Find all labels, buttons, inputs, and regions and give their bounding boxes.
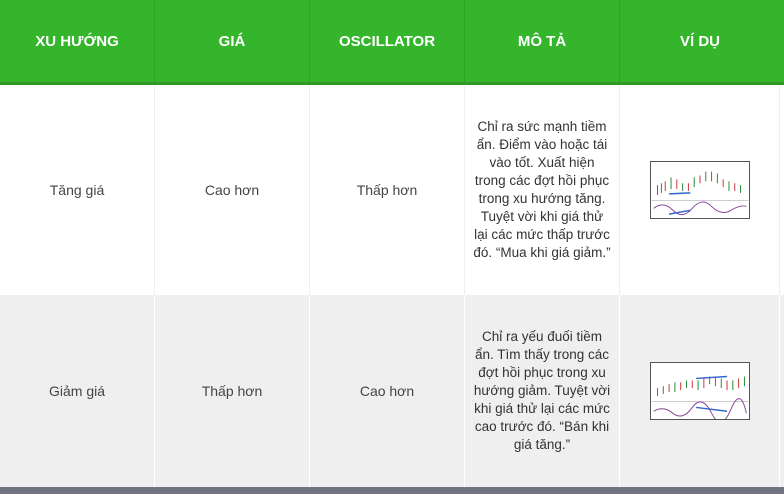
bearish-divergence-chart-icon[interactable] xyxy=(650,362,750,420)
price-cell: Thấp hơn xyxy=(155,295,310,487)
header-price: GIÁ xyxy=(155,0,310,82)
table-row xyxy=(0,85,784,295)
price-cell: Cao hơn xyxy=(155,85,310,295)
example-cell xyxy=(620,85,780,295)
trend-cell: Tăng giá xyxy=(0,85,155,295)
header-oscillator: OSCILLATOR xyxy=(310,0,465,82)
footer-bar xyxy=(0,487,784,494)
oscillator-cell: Cao hơn xyxy=(310,295,465,487)
table-row xyxy=(0,295,784,487)
header-description: MÔ TẢ xyxy=(465,0,620,82)
description-cell: Chỉ ra yếu đuối tiềm ẩn. Tìm thấy trong các đợt hồi phục trong xu hướng giảm. Tuyệt vời khi giá thử lại các mức cao trước đó. “Bán khi giá tăng.” xyxy=(465,295,620,487)
example-cell xyxy=(620,295,780,487)
header-example: VÍ DỤ xyxy=(679,32,720,50)
header-trend: XU HƯỚNG xyxy=(0,0,155,82)
table-header xyxy=(0,0,784,85)
bullish-divergence-chart-icon[interactable] xyxy=(650,161,750,219)
trend-cell: Giảm giá xyxy=(0,295,155,487)
oscillator-cell: Thấp hơn xyxy=(310,85,465,295)
description-cell: Chỉ ra sức mạnh tiềm ẩn. Điểm vào hoặc tái vào tốt. Xuất hiện trong các đợt hồi phục trong xu hướng tăng. Tuyệt vời khi giá thử lại các mức thấp trước đó. “Mua khi giá giảm.” xyxy=(465,85,620,295)
